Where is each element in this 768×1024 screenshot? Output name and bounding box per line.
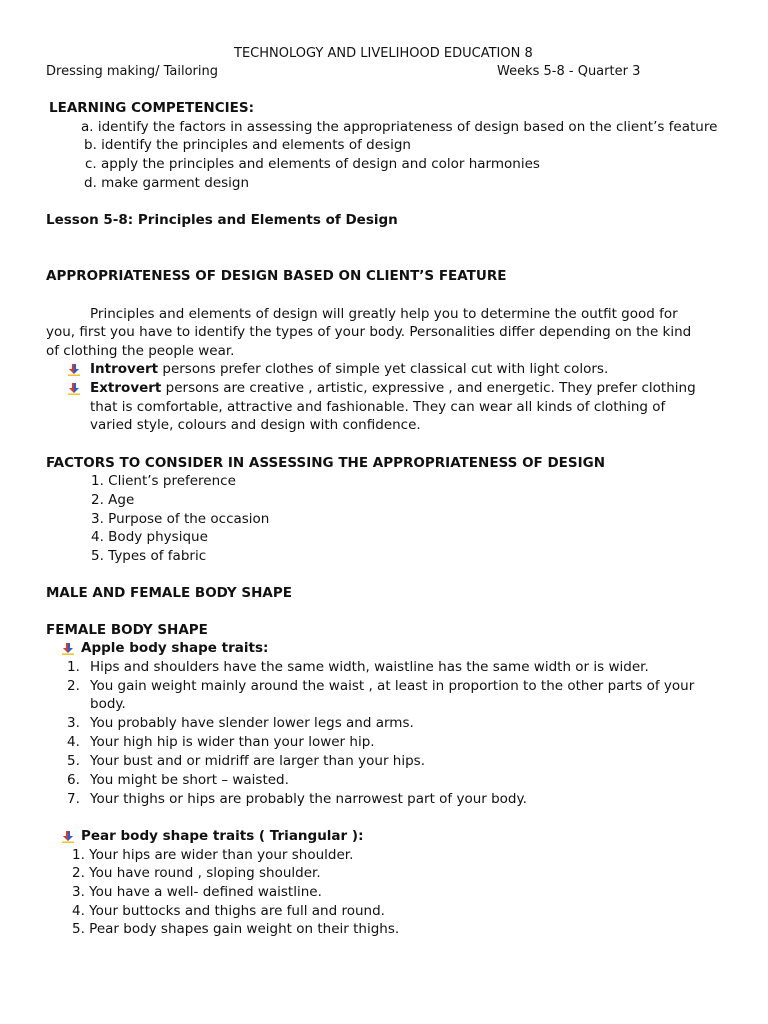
pear-item: 4. Your buttocks and thighs are full and round. [72, 903, 385, 919]
doc-title: TECHNOLOGY AND LIVELIHOOD EDUCATION 8 [234, 46, 533, 61]
apple-num: 4. [67, 734, 80, 750]
extrovert-term: Extrovert [90, 380, 162, 396]
appropriateness-heading: APPROPRIATENESS OF DESIGN BASED ON CLIENT’S FEATURE [46, 268, 507, 284]
factor-item: 3. Purpose of the occasion [91, 511, 270, 527]
apple-item: Your high hip is wider than your lower hip. [90, 734, 375, 750]
apple-item: body. [90, 696, 126, 712]
pear-item: 1. Your hips are wider than your shoulder. [72, 847, 354, 863]
factors-heading: FACTORS TO CONSIDER IN ASSESSING THE APPROPRIATENESS OF DESIGN [46, 455, 606, 471]
competency-item: b. identify the principles and elements of design [84, 137, 411, 153]
paragraph-line: Principles and elements of design will greatly help you to determine the outfit good for [90, 306, 678, 322]
extrovert-text: persons are creative , artistic, expressive , and energetic. They prefer clothing [161, 380, 696, 396]
introvert-line [90, 360, 608, 379]
extrovert-line: varied style, colours and design with confidence. [90, 417, 421, 433]
extrovert-line [90, 379, 696, 398]
extrovert-line: that is comfortable, attractive and fashionable. They can wear all kinds of clothing of [90, 399, 666, 415]
subject-label: Dressing making/ Tailoring [46, 64, 219, 79]
factor-item: 2. Age [91, 492, 135, 508]
apple-num: 3. [67, 715, 80, 731]
arrow-bullet-icon [68, 383, 80, 395]
pear-heading: Pear body shape traits ( Triangular ): [81, 828, 364, 844]
lesson-title: Lesson 5-8: Principles and Elements of Design [46, 212, 398, 228]
apple-num: 6. [67, 772, 80, 788]
factor-item: 5. Types of fabric [91, 548, 207, 564]
apple-num: 5. [67, 753, 80, 769]
apple-num: 7. [67, 791, 80, 807]
body-shape-heading: MALE AND FEMALE BODY SHAPE [46, 585, 292, 601]
pear-item: 2. You have round , sloping shoulder. [72, 865, 321, 881]
arrow-bullet-icon [68, 364, 80, 376]
apple-item: Your thighs or hips are probably the narrowest part of your body. [90, 791, 527, 807]
female-heading: FEMALE BODY SHAPE [46, 622, 208, 638]
apple-item: Your bust and or midriff are larger than your hips. [90, 753, 426, 769]
apple-item: Hips and shoulders have the same width, waistline has the same width or is wider. [90, 659, 649, 675]
factor-item: 1. Client’s preference [91, 473, 236, 489]
paragraph-line: you, first you have to identify the types of your body. Personalities differ depending on the kind [46, 324, 692, 340]
competency-item: c. apply the principles and elements of design and color harmonies [85, 156, 540, 172]
arrow-bullet-icon [62, 831, 74, 843]
paragraph-line: of clothing the people wear. [46, 343, 235, 359]
apple-heading: Apple body shape traits: [81, 640, 269, 656]
pear-item: 3. You have a well- defined waistline. [72, 884, 322, 900]
competency-item: d. make garment design [84, 175, 250, 191]
introvert-text: persons prefer clothes of simple yet classical cut with light colors. [158, 361, 609, 377]
apple-item: You might be short – waisted. [90, 772, 289, 788]
apple-item: You probably have slender lower legs and arms. [90, 715, 414, 731]
apple-num: 2. [67, 678, 80, 694]
pear-item: 5. Pear body shapes gain weight on their thighs. [72, 921, 400, 937]
competencies-heading: LEARNING COMPETENCIES: [49, 100, 255, 116]
apple-item: You gain weight mainly around the waist , at least in proportion to the other parts of your [90, 678, 695, 694]
period-label: Weeks 5-8 - Quarter 3 [497, 64, 641, 79]
factor-item: 4. Body physique [91, 529, 208, 545]
arrow-bullet-icon [62, 643, 74, 655]
competency-item: a. identify the factors in assessing the appropriateness of design based on the client’s feature [81, 119, 718, 135]
apple-num: 1. [67, 659, 80, 675]
introvert-term: Introvert [90, 361, 159, 377]
